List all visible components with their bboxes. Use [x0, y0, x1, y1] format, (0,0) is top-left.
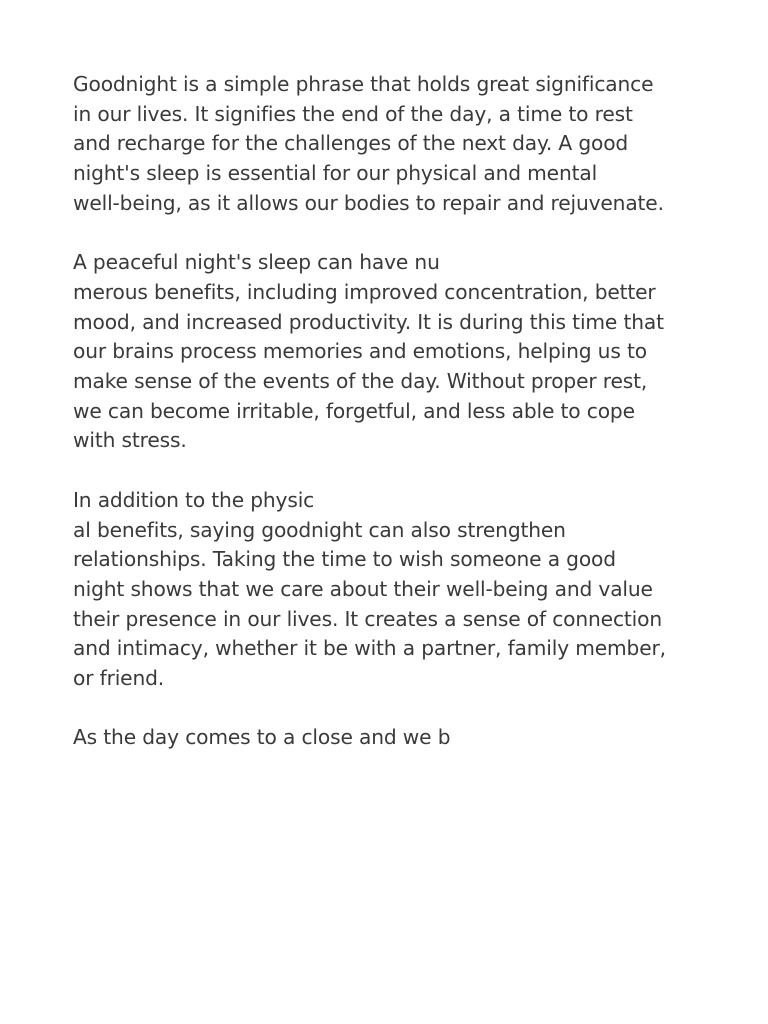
paragraph: [73, 248, 713, 456]
text-line: As the day comes to a close and we b: [73, 725, 451, 750]
text-line: our brains process memories and emotions, helping us to: [73, 339, 647, 364]
text-line: night's sleep is essential for our physical and mental: [73, 161, 598, 186]
text-line: A peaceful night's sleep can have nu: [73, 250, 440, 275]
text-line: mood, and increased productivity. It is during this time that: [73, 309, 664, 334]
text-line: their presence in our lives. It creates a sense of connection: [73, 606, 662, 631]
document-body: [73, 70, 713, 753]
text-line: in our lives. It signifies the end of the day, a time to rest: [73, 101, 633, 126]
text-line: Goodnight is a simple phrase that holds great significance: [73, 72, 654, 96]
text-line: and intimacy, whether it be with a partner, family member,: [73, 636, 666, 661]
text-line: make sense of the events of the day. Without proper rest,: [73, 369, 648, 394]
paragraph-gap: [73, 219, 713, 249]
paragraph: [73, 70, 713, 219]
text-line: In addition to the physic: [73, 487, 315, 512]
paragraph-gap: [73, 456, 713, 486]
text-line: al benefits, saying goodnight can also strengthen: [73, 517, 566, 542]
text-line: and recharge for the challenges of the next day. A good: [73, 131, 629, 156]
text-line: with stress.: [73, 428, 187, 453]
text-line: relationships. Taking the time to wish someone a good: [73, 547, 616, 572]
paragraph-gap: [73, 694, 713, 724]
text-line: well-being, as it allows our bodies to repair and rejuvenate.: [73, 190, 664, 215]
text-line: night shows that we care about their well-being and value: [73, 576, 653, 601]
paragraph: [73, 723, 713, 753]
text-line: or friend.: [73, 666, 165, 691]
text-line: we can become irritable, forgetful, and less able to cope: [73, 398, 635, 423]
text-line: merous benefits, including improved concentration, better: [73, 279, 656, 304]
paragraph: [73, 486, 713, 694]
